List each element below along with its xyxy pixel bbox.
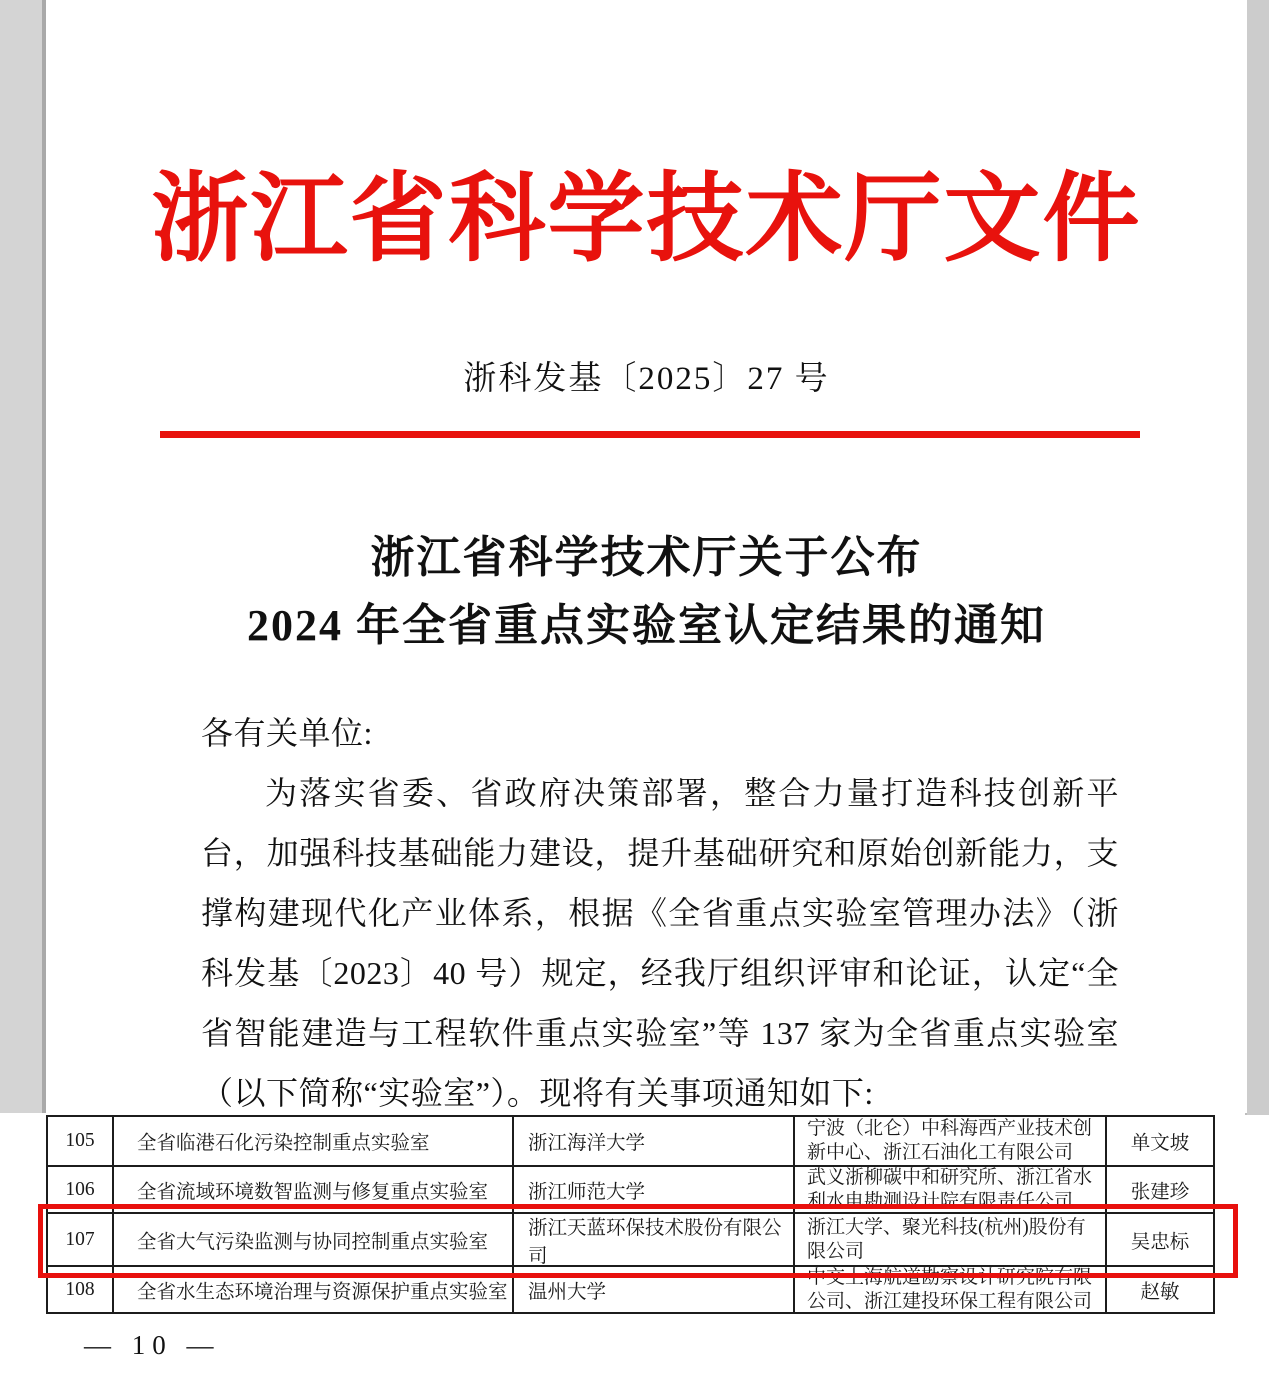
cell-lab-name: 全省大气污染监测与协同控制重点实验室 (112, 1214, 512, 1265)
cell-director: 吴忠标 (1105, 1214, 1213, 1265)
notice-title-line2: 2024 年全省重点实验室认定结果的通知 (247, 601, 1046, 650)
cell-host-institution: 浙江师范大学 (512, 1167, 793, 1212)
page-number: — 10 — (84, 1330, 221, 1360)
cell-row-number: 107 (65, 1228, 95, 1250)
red-divider-line (160, 431, 1140, 438)
cell-director: 张建珍 (1105, 1167, 1213, 1212)
cell-lab-name: 全省水生态环境治理与资源保护重点实验室 (112, 1267, 512, 1312)
cell-lab-name: 全省流域环境数智监测与修复重点实验室 (112, 1167, 512, 1212)
cell-row-number: 108 (65, 1278, 95, 1300)
table-row-105 (48, 1117, 1213, 1165)
cell-director: 赵敏 (1105, 1267, 1213, 1312)
scan-margin-left (0, 0, 46, 1113)
table-row-108 (48, 1265, 1213, 1312)
notice-title (46, 524, 1247, 660)
cell-partner-institutions: 宁波（北仑）中科海西产业技术创新中心、浙江石油化工有限公司 (793, 1117, 1105, 1165)
scan-margin-right (1245, 0, 1269, 1115)
cell-partner-institutions: 浙江大学、聚光科技(杭州)股份有限公司 (793, 1214, 1105, 1265)
table-row-107-highlighted (48, 1212, 1213, 1265)
table-row-106 (48, 1165, 1213, 1212)
cell-row-number: 106 (65, 1178, 95, 1200)
cell-row-number: 105 (65, 1130, 95, 1151)
body-paragraph: 为落实省委、省政府决策部署，整合力量打造科技创新平台，加强科技基础能力建设，提升基础研究和原始创新能力，支撑构建现代化产业体系，根据《全省重点实验室管理办法》（浙科发基〔2023〕40 号）规定，经我厅组织评审和论证，认定“全省智能建造与工程软件重点实验室”等 137 家为全省重点实验室（以下简称“实验室”）。现将有关事项通知如下: (201, 775, 1119, 1111)
document-page (46, 0, 1247, 1113)
cell-host-institution: 温州大学 (512, 1267, 793, 1312)
cell-host-institution: 浙江海洋大学 (512, 1117, 793, 1165)
salutation: 各有关单位: (201, 715, 373, 751)
cell-host-institution: 浙江天蓝环保技术股份有限公司 (512, 1214, 793, 1265)
notice-title-line1: 浙江省科学技术厅关于公布 (370, 533, 923, 582)
cell-partner-institutions: 中交上海航道勘察设计研究院有限公司、浙江建投环保工程有限公司 (793, 1267, 1105, 1312)
results-table (46, 1115, 1215, 1314)
cell-lab-name: 全省临港石化污染控制重点实验室 (112, 1117, 512, 1165)
document-body (201, 703, 1119, 1123)
doc-number: 浙科发基〔2025〕27 号 (463, 361, 830, 397)
cell-partner-institutions: 武义浙柳碳中和研究所、浙江省水利水电勘测设计院有限责任公司 (793, 1167, 1105, 1212)
letterhead-title: 浙江省科学技术厅文件 (151, 166, 1142, 273)
cell-director: 单文坡 (1105, 1117, 1213, 1165)
